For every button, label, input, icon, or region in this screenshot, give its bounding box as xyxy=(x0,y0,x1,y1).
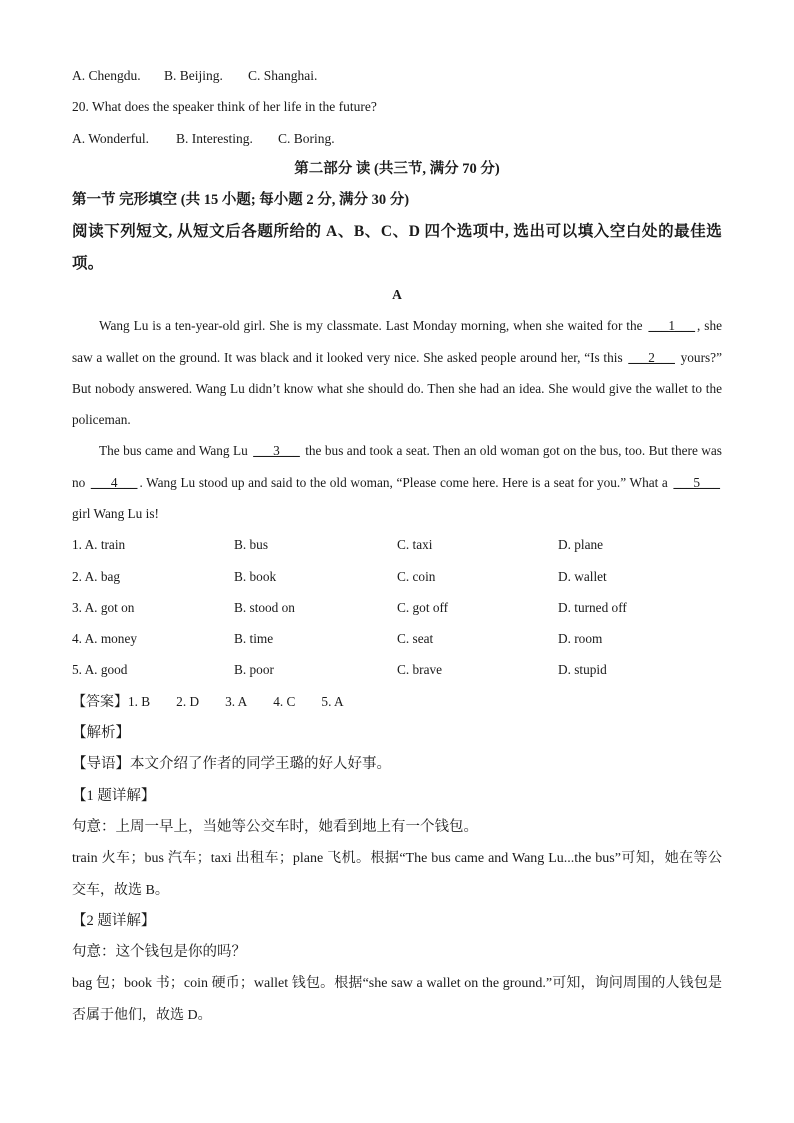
passage-text: the bus and took a seat. Then an old woman got on the bus, too. But there was no xyxy=(72,443,722,490)
choice-2b: B. book xyxy=(234,568,277,584)
answer-5: 5. A xyxy=(321,693,344,709)
choice-1b: B. bus xyxy=(234,537,268,553)
document-page xyxy=(72,60,722,1031)
passage-label: A xyxy=(392,287,402,303)
q19-options xyxy=(72,60,722,91)
q19-option-c: C. Shanghai. xyxy=(248,68,318,83)
answer-2: 2. D xyxy=(176,693,200,709)
answer-1: 1. B xyxy=(128,693,151,709)
passage-text: . Wang Lu stood up and said to the old woman, “Please come here. Here is a seat for you.” What a xyxy=(139,474,672,490)
detail-1-meaning: 句意：上周一早上，当她等公交车时，她看到地上有一个钱包。 xyxy=(72,818,478,835)
answer-label: 【答案】 xyxy=(72,694,128,710)
answer-3: 3. A xyxy=(225,693,248,709)
q20-question: 20. What does the speaker think of her life in the future? xyxy=(72,99,377,115)
q20-option-a: A. Wonderful. xyxy=(72,130,150,146)
blank-4: ___4___ xyxy=(90,474,138,490)
choice-3a: 3. A. got on xyxy=(72,599,135,615)
choice-1c: C. taxi xyxy=(397,537,433,553)
passage-paragraph-2 xyxy=(72,435,722,529)
passage-text: girl Wang Lu is! xyxy=(72,506,159,521)
blank-3: ___3___ xyxy=(253,443,300,459)
answer-4: 4. C xyxy=(273,693,296,709)
blank-1: ___1___ xyxy=(648,318,696,334)
choice-3c: C. got off xyxy=(397,599,449,615)
analysis-label: 【解析】 xyxy=(72,725,130,742)
choice-5a: 5. A. good xyxy=(72,662,128,678)
choice-3b: B. stood on xyxy=(234,599,295,615)
detail-2-label: 【2 题详解】 xyxy=(72,912,156,929)
passage-text: Wang Lu is a ten-year-old girl. She is my classmate. Last Monday morning, when she waited for the xyxy=(99,318,647,334)
detail-2-explain: bag 包；book 书；coin 硬币；wallet 钱包。根据“she saw a wallet on the ground.”可知，询问周围的人钱包是否属于他们，故选 D。 xyxy=(72,976,722,1023)
q20-option-b: B. Interesting. xyxy=(176,130,253,146)
choice-2c: C. coin xyxy=(397,568,436,584)
instruction: 阅读下列短文, 从短文后各题所给的 A、B、C、D 四个选项中, 选出可以填入空白处的最佳选项。 xyxy=(72,223,722,272)
answer-line xyxy=(72,686,722,718)
choice-4c: C. seat xyxy=(397,631,434,647)
choice-5b: B. poor xyxy=(234,662,274,678)
q20-options xyxy=(72,123,722,154)
blank-5: ___5___ xyxy=(673,474,720,490)
blank-2: ___2___ xyxy=(628,349,675,365)
passage-text: The bus came and Wang Lu xyxy=(99,443,252,459)
choices-grid xyxy=(72,529,722,685)
choice-3d: D. turned off xyxy=(558,599,627,615)
intro: 【导语】本文介绍了作者的同学王璐的好人好事。 xyxy=(72,756,391,773)
detail-1-label: 【1 题详解】 xyxy=(72,787,156,804)
detail-2-meaning: 句意：这个钱包是你的吗？ xyxy=(72,944,246,961)
choice-4a: 4. A. money xyxy=(72,631,138,647)
passage-text: , she saw a wallet on the ground. It was black and it looked very nice. She asked people around her, “Is this xyxy=(72,318,723,365)
choice-5c: C. brave xyxy=(397,662,443,678)
choice-2d: D. wallet xyxy=(558,568,607,584)
choice-5d: D. stupid xyxy=(558,662,607,678)
choice-1d: D. plane xyxy=(558,537,604,553)
q19-option-b: B. Beijing. xyxy=(164,68,223,83)
passage-paragraph-1 xyxy=(72,310,722,435)
choice-4b: B. time xyxy=(234,631,274,647)
part-title: 第二部分 读 (共三节, 满分 70 分) xyxy=(294,161,500,178)
q19-option-a: A. Chengdu. xyxy=(72,68,141,83)
choice-1a: 1. A. train xyxy=(72,537,126,553)
section-title: 第一节 完形填空 (共 15 小题; 每小题 2 分, 满分 30 分) xyxy=(72,192,410,209)
choice-4d: D. room xyxy=(558,631,603,647)
passage-text: yours?” But nobody answered. Wang Lu didn’t know what she should do. Then she had an idea. She would give the wallet to the policeman. xyxy=(72,349,722,428)
choice-2a: 2. A. bag xyxy=(72,568,121,584)
q20-option-c: C. Boring. xyxy=(278,130,335,146)
detail-1-explain: train 火车；bus 汽车；taxi 出租车；plane 飞机。根据“The bus came and Wang Lu...the bus”可知，她在等公交车，故选 B。 xyxy=(72,851,722,898)
